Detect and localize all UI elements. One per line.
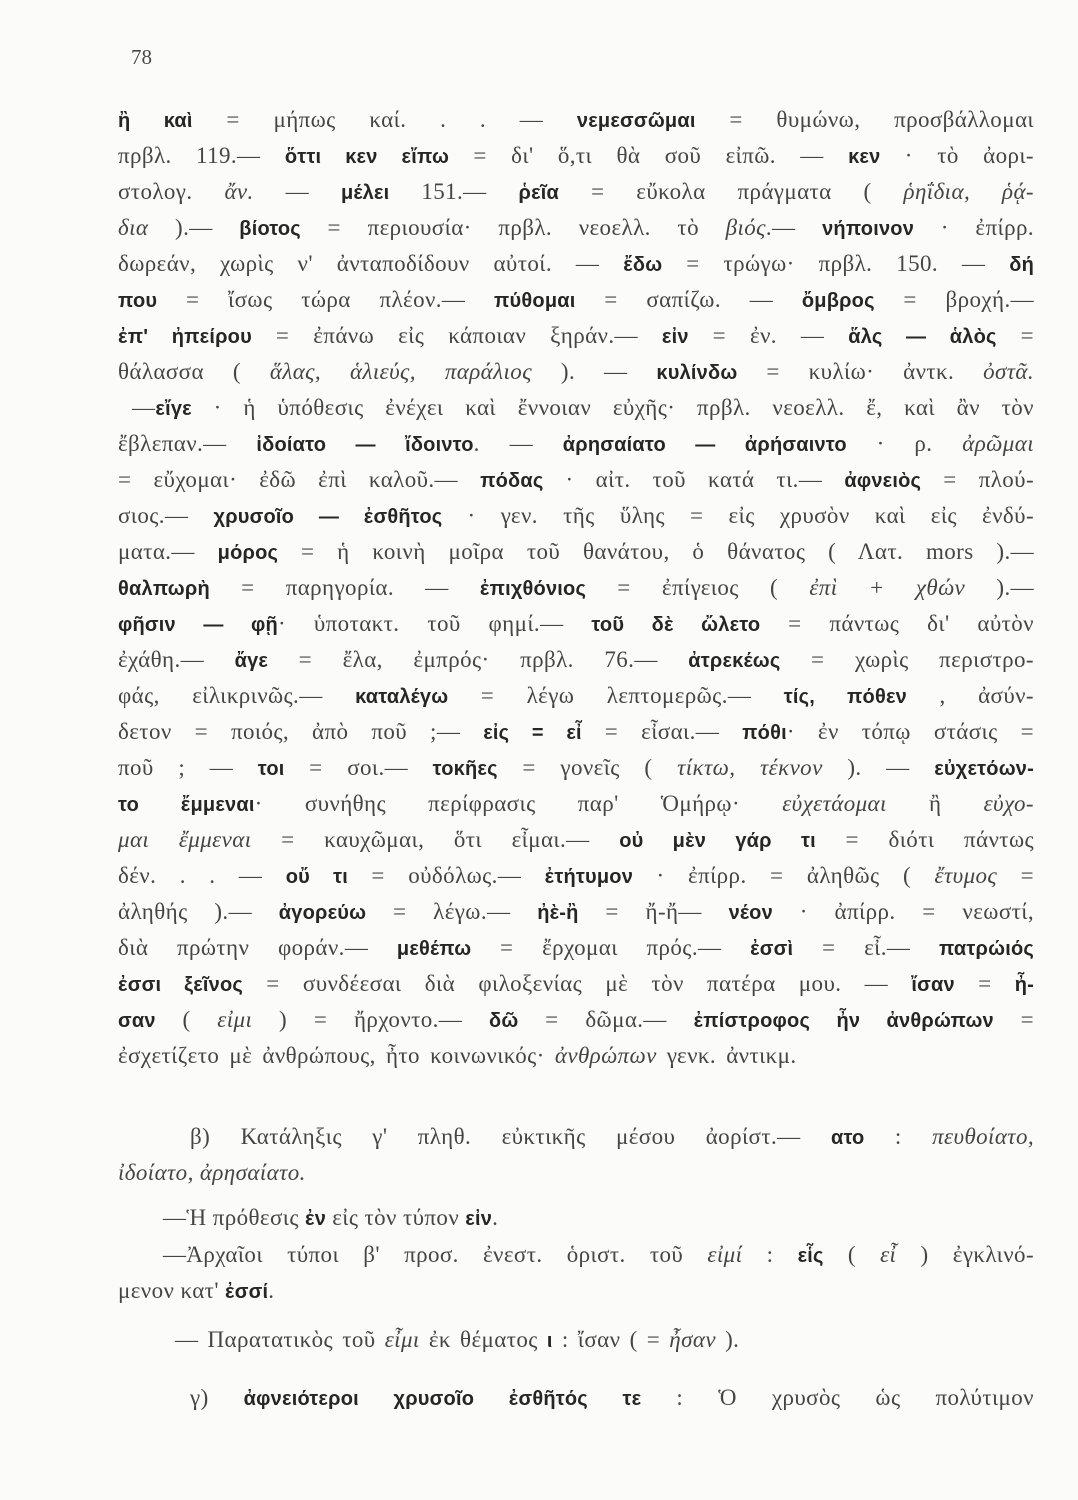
bold-term: οὔ τι [285,866,348,888]
bold-term: μεθέπω [396,938,472,960]
bold-term: κεν [848,146,881,168]
text-line [118,930,1034,966]
text-run: ). — [822,755,935,780]
text-run: —Ἀρχαῖοι τύποι β' προσ. ἐνεστ. ὁριστ. τοῦ [163,1242,708,1267]
text-run: = πάντως δι' αὐτὸν [760,611,1034,636]
bold-term: ἀγορεύω [278,902,367,924]
bold-term: τοῦ δὲ ὤλετο [591,614,761,636]
text-line [118,894,1034,930]
italic-text: εἰμί [707,1242,743,1267]
text-run: διὰ πρώτην φοράν.— [118,935,397,960]
text-run: ἔβλεπαν.— [118,431,257,456]
bold-term: ἐσσί [225,1281,269,1303]
text-run: · γεν. τῆς ὕλης = εἰς χρυσὸν καὶ εἰς ἐνδύ- [442,503,1035,528]
text-line [118,1002,1034,1038]
text-run: = συνδέεσαι διὰ φιλοξενίας μὲ τὸν πατέρα μου. — [243,971,912,996]
text-run: = δῶμα.— [518,1007,694,1032]
text-run: · ἐν τόπῳ στάσις = [786,719,1034,744]
text-run: = [997,863,1034,888]
bold-term: κυλίνδω [656,362,738,384]
text-line [118,678,1034,714]
bold-term: ἀτρεκέως [688,650,781,672]
text-run: = διότι πάντως [815,827,1034,852]
text-run: · αἰτ. τοῦ κατά τι.— [543,467,845,492]
text-run: εἰς τὸν τύπον [326,1205,466,1230]
text-line [118,138,1034,174]
bold-term: τοκῆες [432,758,498,780]
text-line [118,1038,1034,1074]
text-run: ἢ [886,791,984,816]
note-imperfect [175,1322,1034,1358]
text-run: = περιουσία· πρβλ. νεοελλ. τὸ [300,215,726,240]
bold-term: νεμεσσῶμαι [576,110,696,132]
bold-term: ὄμβρος [801,290,875,312]
italic-text: τίκτω, τέκνον [677,755,823,780]
bold-term: πατρώιός [938,938,1034,960]
text-run: = κυλίω· ἀντκ. [737,359,984,384]
text-run: = ἡ κοινὴ μοῖρα τοῦ θανάτου, ὁ θάνατος ( Λατ. mors ).— [278,539,1034,564]
text-run: ματα.— [118,539,218,564]
text-run: = [954,971,1015,996]
note-archaic-forms [118,1237,1034,1309]
text-run: δωρεάν, χωρὶς ν' ἀνταποδίδουν αὐτοί. — [118,251,624,276]
text-line [118,822,1034,858]
bold-term: που [118,290,158,312]
text-run: μενον κατ' [118,1278,226,1303]
text-run: πρβλ. 119.— [118,143,285,168]
bold-term: ἐν [305,1208,327,1230]
text-run: = ἔρχομαι πρός.— [471,935,751,960]
text-run: ) ἐγκλινό- [896,1242,1035,1267]
text-run: ) = ἤρχοντο.— [252,1007,489,1032]
text-run: γενκ. ἀντικμ. [656,1043,797,1068]
text-run: δετον = ποιός, ἀπὸ ποῦ ;— [118,719,484,744]
text-line [118,1237,1034,1273]
text-run: · ἐπίρρ. [914,215,1034,240]
text-run: = εἶ.— [793,935,939,960]
text-line [118,246,1034,282]
text-run: ( [155,1007,218,1032]
bold-term: ι [546,1330,553,1352]
italic-text: ἐπὶ + χθών [809,575,966,600]
text-line [118,1273,1034,1309]
bold-term: δή [1009,254,1034,276]
text-run: θάλασσα ( [118,359,270,384]
text-line [118,426,1034,462]
bold-term: ἐσσι ξεῖνος [118,974,243,996]
text-run: . — [473,431,563,456]
bold-term: ἄγε [234,650,269,672]
italic-text: ἦσαν [669,1327,716,1352]
text-run: — Παρατατικὸς τοῦ [175,1327,385,1352]
text-line [118,642,1034,678]
italic-text: εἶ [880,1242,897,1267]
bold-term: ατο [830,1127,865,1149]
bold-term: νήποινον [822,218,915,240]
bold-term: σαν [118,1010,156,1032]
note-beta-optative-ending [118,1119,1034,1191]
text-line [118,1380,1034,1416]
text-run: · ἡ ὑπόθεσις ἐνέχει καὶ ἔννοιαν εὐχῆς· πρβλ. νεοελλ. ἔ, καὶ ἂν τὸν [191,395,1034,420]
bold-term: τίς, πόθεν [783,686,907,708]
bold-term: πόθι [742,722,787,744]
bold-term: ἐπίστροφος ἦν ἀνθρώπων [693,1010,994,1032]
text-run: = εὔχομαι· ἐδῶ ἐπὶ καλοῦ.— [118,467,481,492]
text-run: ( [823,1242,881,1267]
text-line [118,858,1034,894]
italic-text: ἰδοίατο, ἀρησαίατο. [118,1160,306,1185]
text-run: .— [765,215,823,240]
bold-term: εἰν [465,1208,493,1230]
bold-term: βίοτος [239,218,301,240]
bold-term: ἠὲ-ἢ [537,902,579,924]
text-run: = [993,1007,1035,1032]
text-run: = σαπίζω. — [575,287,802,312]
text-run: ).— [965,575,1035,600]
bold-term: χρυσοῖο — ἐσθῆτος [213,506,443,528]
text-run: = ἤ-ἤ— [578,899,729,924]
bold-term: καταλέγω [355,686,449,708]
text-line [118,1119,1034,1155]
text-line [118,714,1034,750]
text-line [163,1200,1034,1236]
text-run: — [253,179,341,204]
text-run: ). — [531,359,657,384]
text-run: —Ἡ πρόθεσις [163,1205,306,1230]
bold-term: πόδας [480,470,544,492]
text-line [118,462,1034,498]
text-run: = οὐδόλως.— [347,863,545,888]
text-run: = καυχῶμαι, ὅτι εἶμαι.— [251,827,620,852]
bold-term: ἔδω [623,254,663,276]
bold-term: ἐτήτυμον [544,866,634,888]
bold-term: δῶ [488,1010,519,1032]
text-run: φάς, εἰλικρινῶς.— [118,683,356,708]
text-run: : Ὁ χρυσὸς ὡς πολύτιμον [641,1385,1034,1410]
bold-term: εἰς = εἶ [483,722,582,744]
bold-term: οὐ μὲν γάρ τι [619,830,816,852]
italic-text: ἀνθρώπων [554,1043,657,1068]
text-run: = ἔλα, ἐμπρός· πρβλ. 76.— [268,647,689,672]
bold-term: πύθομαι [494,290,576,312]
text-run: = χωρὶς περιστρο- [780,647,1034,672]
text-run: = ἐν. — [688,323,849,348]
text-run: . [268,1278,275,1303]
text-line [118,750,1034,786]
text-run: : [742,1242,798,1267]
bold-term: ἀρησαίατο — ἀρήσαιντο [562,434,847,456]
bold-term: μέλει [340,182,390,204]
bold-term: εἷς [797,1245,824,1267]
text-run: 151.— [389,179,519,204]
italic-text: ὀστᾶ. [983,359,1035,384]
italic-text: εὐχετάομαι [782,791,887,816]
text-line [118,570,1034,606]
italic-text: ῥηΐδια, ῥᾴ- [903,179,1034,204]
text-line [118,282,1034,318]
bold-term: ἀφνειὸς [844,470,922,492]
text-line [118,606,1034,642]
bold-term: ὅττι κεν εἴπω [284,146,450,168]
text-run: ἐχάθη.— [118,647,235,672]
bold-term: ἅλς — ἁλὸς [848,326,997,348]
text-run: = σοι.— [284,755,433,780]
bold-term: νέον [728,902,773,924]
text-run: , ἀσύν- [907,683,1034,708]
text-run: · ὑποτακτ. τοῦ φημί.— [277,611,592,636]
text-line [118,534,1034,570]
text-run: ἐκ θέματος [419,1327,547,1352]
text-run: δέν. . . — [118,863,286,888]
bold-term: το ἔμμεναι [118,794,255,816]
text-line [118,210,1034,246]
text-run: = ἐπάνω εἰς κάποιαν ξηράν.— [251,323,662,348]
bold-term: ἦ- [1014,974,1034,996]
text-run: : [864,1124,933,1149]
bold-term: ἐπ' ἠπείρου [118,326,252,348]
text-run: = βροχή.— [874,287,1034,312]
text-line [118,1155,1034,1191]
text-line [118,174,1034,210]
text-run: = λέγω.— [366,899,538,924]
text-line [118,102,1034,138]
italic-text: ἄν. [224,179,254,204]
bold-term: ἰδοίατο — ἴδοιντο [256,434,474,456]
text-run: = [996,323,1034,348]
bold-term: ἐσσὶ [750,938,794,960]
text-run: = μήπως καί. . . — [192,107,577,132]
text-run: — [132,395,156,420]
text-run: : ἴσαν ( = [552,1327,670,1352]
italic-text: εἰμι [217,1007,253,1032]
bold-term: ἴσαν [911,974,955,996]
text-line [118,786,1034,822]
page-number: 78 [131,45,152,69]
text-run: ποῦ ; — [118,755,258,780]
text-run: · ἐπίρρ. = ἀληθῶς ( [633,863,935,888]
text-run: = δι' ὅ,τι θὰ σοῦ εἰπῶ. — [449,143,849,168]
text-run: στολογ. [118,179,225,204]
text-run: β) Κατάληξις γ' πληθ. εὐκτικῆς μέσου ἀορίστ.— [190,1124,831,1149]
text-run: · τὸ ἀορι- [880,143,1034,168]
text-line [118,390,1034,426]
text-run: = παρηγορία. — [209,575,480,600]
text-run: = γονεῖς ( [497,755,678,780]
italic-text: δια [118,215,149,240]
note-gamma [118,1380,1034,1416]
text-run: = εἶσαι.— [581,719,743,744]
glossary-paragraph [118,102,1034,1074]
text-run: ἀληθής ).— [118,899,279,924]
text-run: = τρώγω· πρβλ. 150. — [662,251,1010,276]
text-run: = λέγω λεπτομερῶς.— [448,683,784,708]
text-run: = ἐπίγειος ( [586,575,810,600]
bold-term: εὐχετόων- [934,758,1034,780]
text-line [118,318,1034,354]
italic-text: ἔτυμος [934,863,998,888]
bold-term: ἢ καὶ [118,110,193,132]
text-line [175,1322,1034,1358]
italic-text: βιός [725,215,766,240]
bold-term: μόρος [217,542,279,564]
bold-term: ῥεῖα [518,182,560,204]
text-run: . [492,1205,499,1230]
bold-term: τοι [257,758,285,780]
italic-text: εὐχο- [983,791,1034,816]
text-run: · ρ. [846,431,963,456]
note-en-preposition [163,1200,1034,1236]
bold-term: θαλπωρὴ [118,578,210,600]
text-line [118,354,1034,390]
bold-term: φῆσιν — φῇ [118,614,278,636]
italic-text: εἶμι [384,1327,420,1352]
bold-term: ἀφνειότεροι χρυσοῖο ἐσθῆτός τε [243,1388,642,1410]
text-line [118,966,1034,1002]
text-run: · ἀπίρρ. = νεωστί, [772,899,1034,924]
text-run: ). [715,1327,740,1352]
bold-term: εἰν [661,326,689,348]
text-run: = θυμώνω, προσβάλλομαι [695,107,1034,132]
text-run: ἐσχετίζετο μὲ ἀνθρώπους, ἦτο κοινωνικός· [118,1043,555,1068]
text-run: = πλού- [921,467,1035,492]
italic-text: μαι ἔμμεναι [118,827,252,852]
text-run: γ) [190,1385,244,1410]
text-line [118,498,1034,534]
bold-term: εἴγε [155,398,192,420]
text-run: σιος.— [118,503,214,528]
text-run: = ἴσως τώρα πλέον.— [157,287,495,312]
italic-text: ἀρῶμαι [962,431,1035,456]
bold-term: ἐπιχθόνιος [479,578,587,600]
text-run: = εὔκολα πράγματα ( [559,179,904,204]
text-run: ).— [148,215,240,240]
italic-text: ἅλας, ἁλιεύς, παράλιος [269,359,532,384]
italic-text: πευθοίατο, [932,1124,1034,1149]
text-run: · συνήθης περίφρασις παρ' Ὁμήρῳ· [254,791,783,816]
